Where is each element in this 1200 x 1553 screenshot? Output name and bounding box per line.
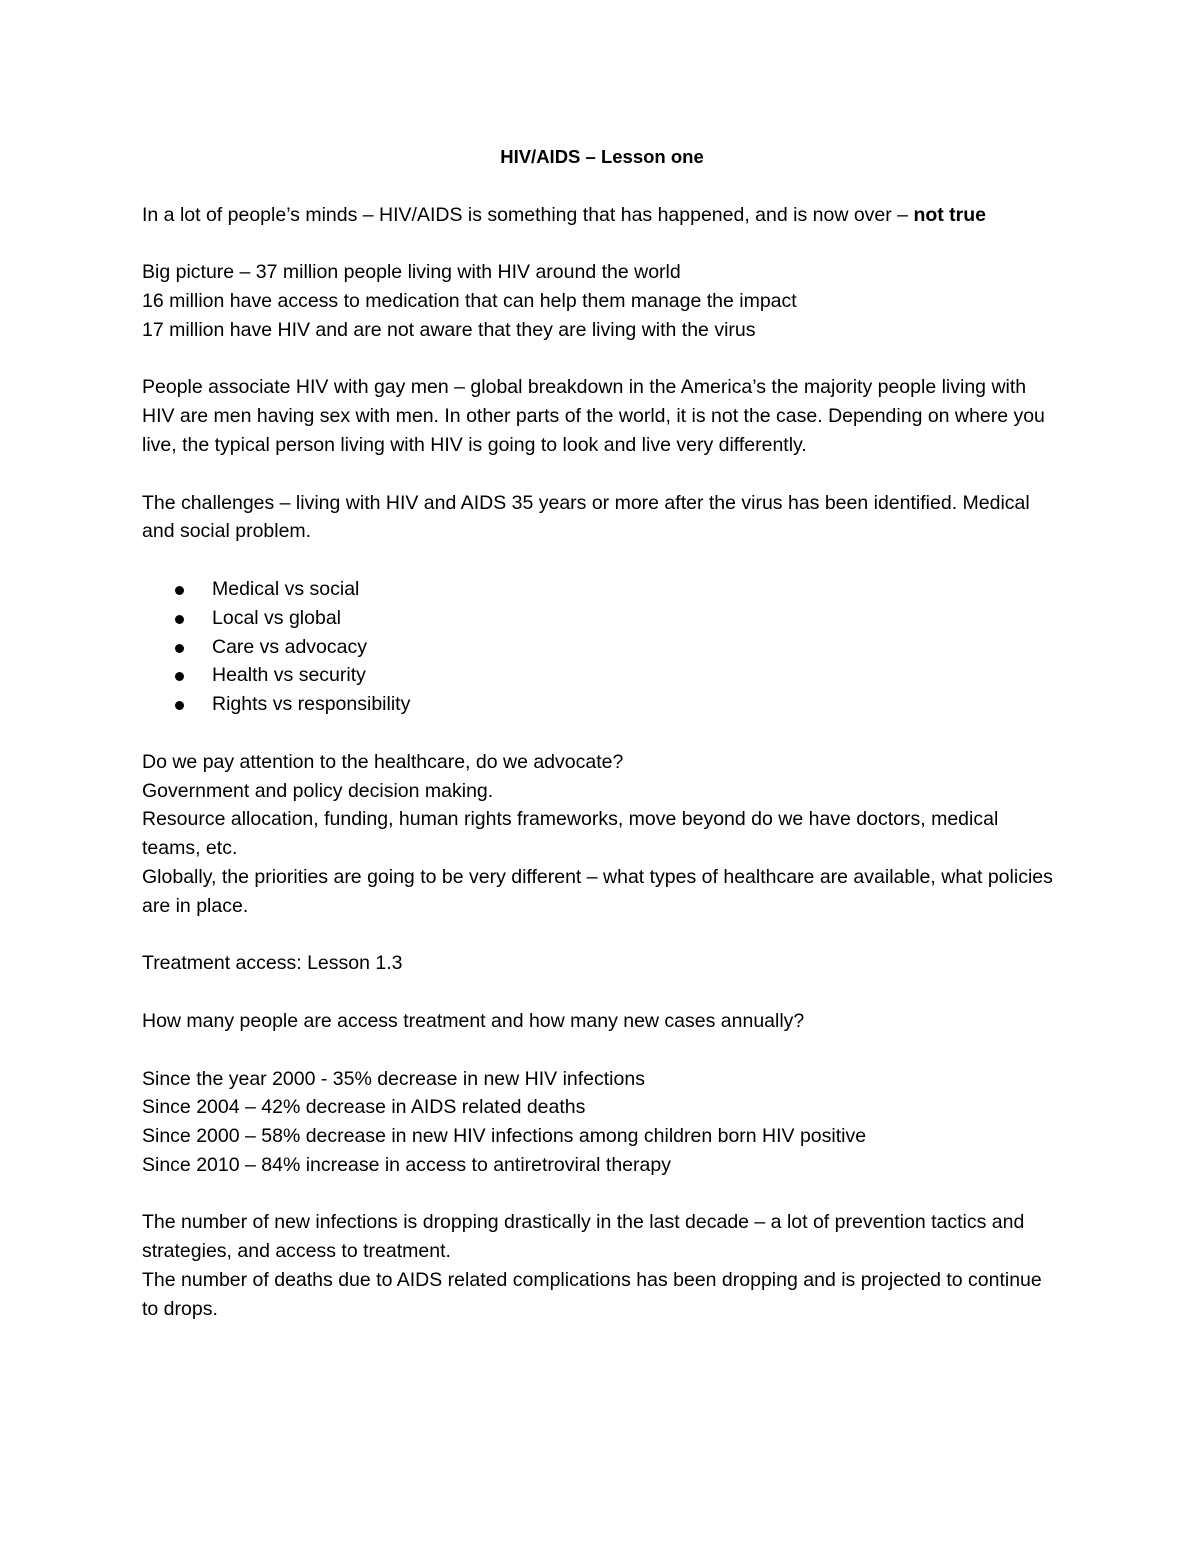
list-item xyxy=(142,604,1062,633)
healthcare-line: Do we pay attention to the healthcare, do we advocate? xyxy=(142,750,624,773)
treatment-question: How many people are access treatment and how many new cases annually? xyxy=(142,1009,805,1032)
big-picture-line: Big picture – 37 million people living with HIV around the world xyxy=(142,261,681,284)
list-item-text: Rights vs responsibility xyxy=(212,693,411,716)
healthcare-line: Resource allocation, funding, human rights frameworks, move beyond do we have doctors, medical teams, etc. xyxy=(142,808,999,860)
healthcare-line: Globally, the priorities are going to be very different – what types of healthcare are available, what policies are in place. xyxy=(142,865,1053,917)
healthcare-block xyxy=(142,748,1062,921)
bullet-icon xyxy=(175,586,184,595)
intro-text: In a lot of people’s minds – HIV/AIDS is something that has happened, and is now over – xyxy=(142,203,909,226)
document-title: HIV/AIDS – Lesson one xyxy=(500,146,704,167)
big-picture-line: 16 million have access to medication that can help them manage the impact xyxy=(142,289,797,312)
bullet-icon xyxy=(175,615,184,624)
association-paragraph: People associate HIV with gay men – global breakdown in the America’s the majority people living with HIV are men having sex with men. In other parts of the world, it is not the case. Depending on where you live, the typical person living with HIV is going to look and live very differently. xyxy=(142,376,1045,456)
big-picture-line: 17 million have HIV and are not aware that they are living with the virus xyxy=(142,318,756,341)
list-item xyxy=(142,661,1062,690)
healthcare-line: Government and policy decision making. xyxy=(142,779,494,802)
treatment-heading: Treatment access: Lesson 1.3 xyxy=(142,952,403,975)
closing-block xyxy=(142,1208,1062,1323)
list-item xyxy=(142,690,1062,719)
list-item-text: Care vs advocacy xyxy=(212,635,367,658)
closing-line: The number of new infections is dropping drastically in the last decade – a lot of prevention tactics and strategies, and access to treatment. xyxy=(142,1211,1025,1263)
list-item xyxy=(142,633,1062,662)
tensions-list xyxy=(142,575,1062,719)
closing-line: The number of deaths due to AIDS related complications has been dropping and is projected to continue to drops. xyxy=(142,1269,1042,1320)
challenges-paragraph: The challenges – living with HIV and AIDS 35 years or more after the virus has been identified. Medical and social problem. xyxy=(142,491,1030,543)
statistic-line: Since 2010 – 84% increase in access to antiretroviral therapy xyxy=(142,1153,671,1176)
intro-emphasis: not true xyxy=(913,203,987,226)
intro-paragraph xyxy=(142,201,1062,230)
list-item-text: Health vs security xyxy=(212,664,366,687)
document-body xyxy=(142,143,1062,1352)
bullet-icon xyxy=(175,644,184,653)
big-picture-block xyxy=(142,258,1062,344)
bullet-icon xyxy=(175,672,184,681)
statistic-line: Since the year 2000 - 35% decrease in new HIV infections xyxy=(142,1067,645,1090)
statistics-block xyxy=(142,1065,1062,1180)
list-item xyxy=(142,575,1062,604)
list-item-text: Local vs global xyxy=(212,606,341,629)
list-item-text: Medical vs social xyxy=(212,577,360,600)
statistic-line: Since 2000 – 58% decrease in new HIV infections among children born HIV positive xyxy=(142,1125,867,1148)
bullet-icon xyxy=(175,701,184,710)
statistic-line: Since 2004 – 42% decrease in AIDS related deaths xyxy=(142,1096,586,1119)
